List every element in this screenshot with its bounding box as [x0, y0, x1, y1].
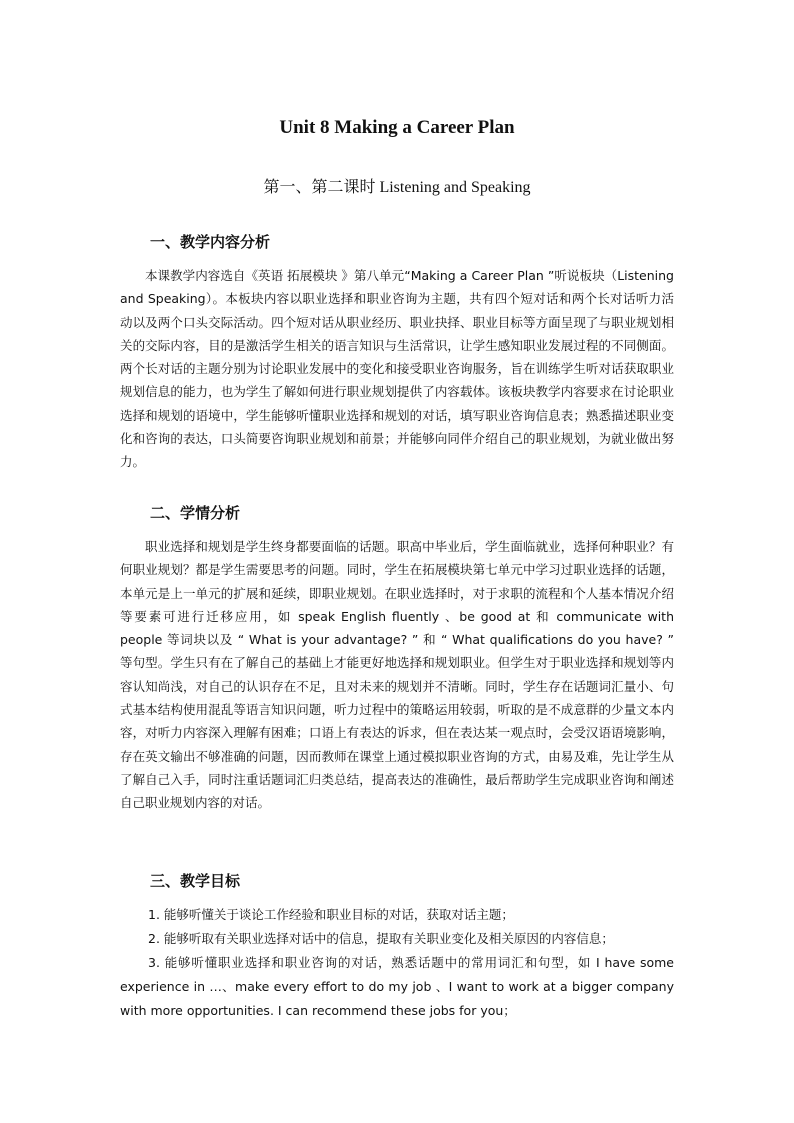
goal-item: 2. 能够听取有关职业选择对话中的信息，提取有关职业变化及相关原因的内容信息； — [148, 931, 614, 946]
section-heading-learner-analysis: 二、学情分析 — [150, 504, 241, 522]
section-body-learner-analysis: 职业选择和规划是学生终身都要面临的话题。职高中毕业后，学生面临就业，选择何种职业？有何职业规划？都是学生需要思考的问题。同时，学生在拓展模块第七单元中学习过职业选择的话题，本单元是上一单元的扩展和延续，即职业规划。在职业选择时，对于求职的流程和个人基本情况介绍等要素可进行迁移应用，如 speak English fluently 、be good at 和 communicate with people 等词块以及 “ What is your advantage? ” 和 “ What qualifications do you have? ” 等句型。学生只有在了解自己的基础上才能更好地选择和规划职业。但学生对于职业选择和规划等内容认知尚浅，对自己的认识存在不足，且对未来的规划并不清晰。同时，学生存在话题词汇量小、句式基本结构使用混乱等语言知识问题，听力过程中的策略运用较弱，听取的是不成意群的少量文本内容，对听力内容深入理解有困难；口语上有表达的诉求，但在表达某一观点时，会受汉语语境影响，存在英文输出不够准确的问题，因而教师在课堂上通过模拟职业咨询的方式，由易及难，先让学生从了解自己入手，同时注重话题词汇归类总结，提高表达的准确性，最后帮助学生完成职业咨询和阐述自己职业规划内容的对话。 — [120, 539, 674, 811]
lesson-subtitle: 第一、第二课时 Listening and Speaking — [263, 179, 531, 196]
section-heading-content-analysis: 一、教学内容分析 — [150, 233, 271, 251]
goal-item: 1. 能够听懂关于谈论工作经验和职业目标的对话，获取对话主题； — [148, 907, 514, 922]
goal-item: 3. 能够听懂职业选择和职业咨询的对话，熟悉话题中的常用词汇和句型，如 I have some experience in …、make every effort to do my job 、I want to work at a bigger company with more opportunities. I can recommend these jobs for you； — [120, 955, 674, 1018]
section-body-content-analysis: 本课教学内容选自《英语 拓展模块 》第八单元“Making a Career Plan ”听说板块（Listening and Speaking）。本板块内容以职业选择和职业咨询为主题，共有四个短对话和两个长对话听力活动以及两个口头交际活动。四个短对话从职业经历、职业抉择、职业目标等方面呈现了与职业规划相关的交际内容，目的是激活学生相关的语言知识与生活常识，让学生感知职业发展过程的不同侧面。两个长对话的主题分别为讨论职业发展中的变化和接受职业咨询服务，旨在训练学生听对话获取职业规划信息的能力，也为学生了解如何进行职业规划提供了内容载体。该板块教学内容要求在讨论职业选择和规划的语境中，学生能够听懂职业选择和规划的对话，填写职业咨询信息表；熟悉描述职业变化和咨询的表达，口头简要咨询职业规划和前景；并能够向同伴介绍自己的职业规划，为就业做出努力。 — [120, 268, 674, 470]
section-heading-teaching-goals: 三、教学目标 — [150, 872, 241, 890]
document-title: Unit 8 Making a Career Plan — [279, 117, 515, 138]
